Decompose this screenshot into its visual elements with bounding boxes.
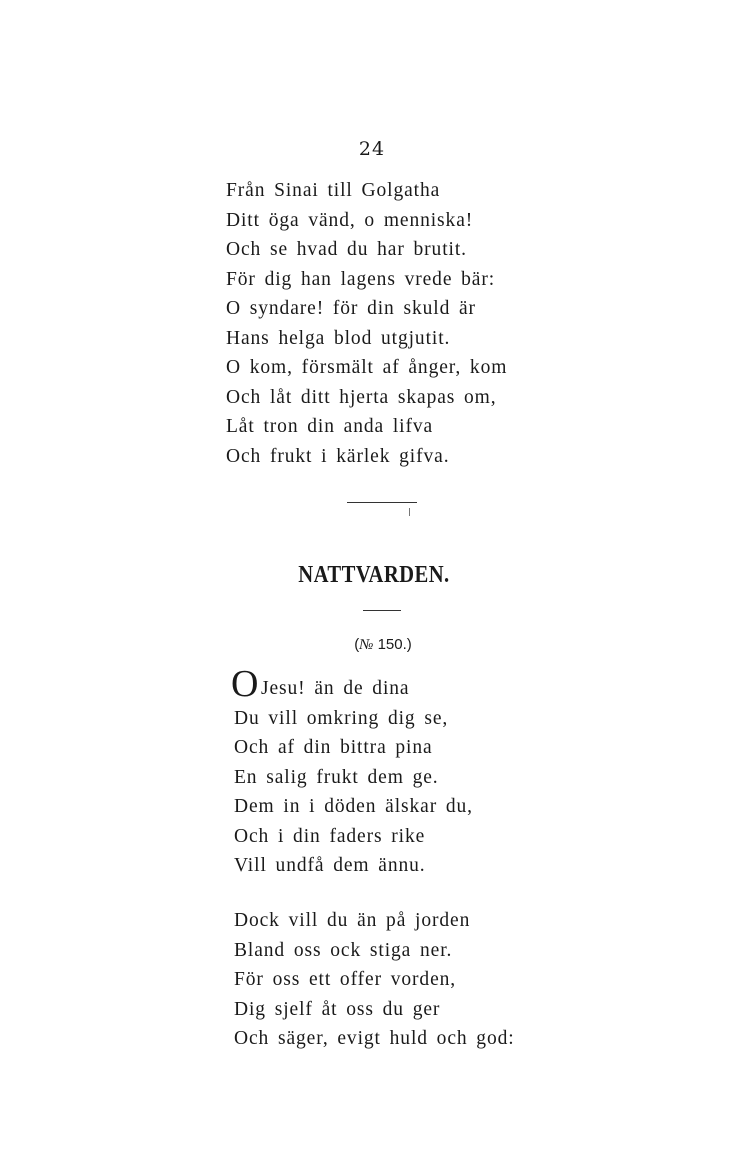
verse-line: Och låt ditt hjerta skapas om, (226, 386, 497, 408)
verse-line: Och säger, evigt huld och god: (234, 1028, 515, 1049)
verse-line: Ditt öga vänd, o menniska! (226, 209, 474, 231)
verse-line: O kom, försmält af ånger, kom (226, 357, 508, 378)
section-divider (347, 502, 417, 503)
verse-line: Bland oss ock stiga ner. (234, 939, 453, 961)
page-number: 24 (358, 138, 386, 160)
verse-line: Dock vill du än på jorden (234, 910, 471, 931)
verse-line: En salig frukt dem ge. (234, 766, 439, 788)
hymn-stanza-2 (234, 906, 515, 1054)
number-sign: № (359, 637, 374, 653)
verse-line: Och se hvad du har brutit. (226, 239, 467, 260)
divider-mark (409, 508, 410, 516)
hymn-number-value: 150. (377, 636, 407, 653)
drop-cap: O (231, 663, 259, 705)
title-divider (363, 610, 401, 611)
verse-line: Du vill omkring dig se, (234, 707, 449, 729)
verse-line: Och frukt i kärlek gifva. (226, 445, 450, 467)
verse-line: Låt tron din anda lifva (226, 416, 434, 437)
verse-line: Hans helga blod utgjutit. (226, 327, 451, 349)
verse-line: O syndare! för din skuld är (226, 298, 476, 319)
verse-line: Vill undfå dem ännu. (234, 855, 426, 876)
verse-line: Från Sinai till Golgatha (226, 180, 441, 201)
verse-line: För dig han lagens vrede bär: (226, 268, 496, 290)
verse-line: Och af din bittra pina (234, 737, 433, 758)
verse-line: Och i din faders rike (234, 825, 426, 847)
verse-stanza-1 (226, 176, 507, 471)
hymn-number: (№ 150.) (354, 636, 412, 653)
hymn-stanza-1 (234, 674, 473, 881)
verse-line: Jesu! än de dina (261, 678, 410, 699)
verse-line: Dem in i döden älskar du, (234, 796, 473, 817)
hymn-title: NATTVARDEN. (298, 562, 450, 588)
verse-line: För oss ett offer vorden, (234, 969, 457, 990)
verse-line: Dig sjelf åt oss du ger (234, 998, 441, 1020)
